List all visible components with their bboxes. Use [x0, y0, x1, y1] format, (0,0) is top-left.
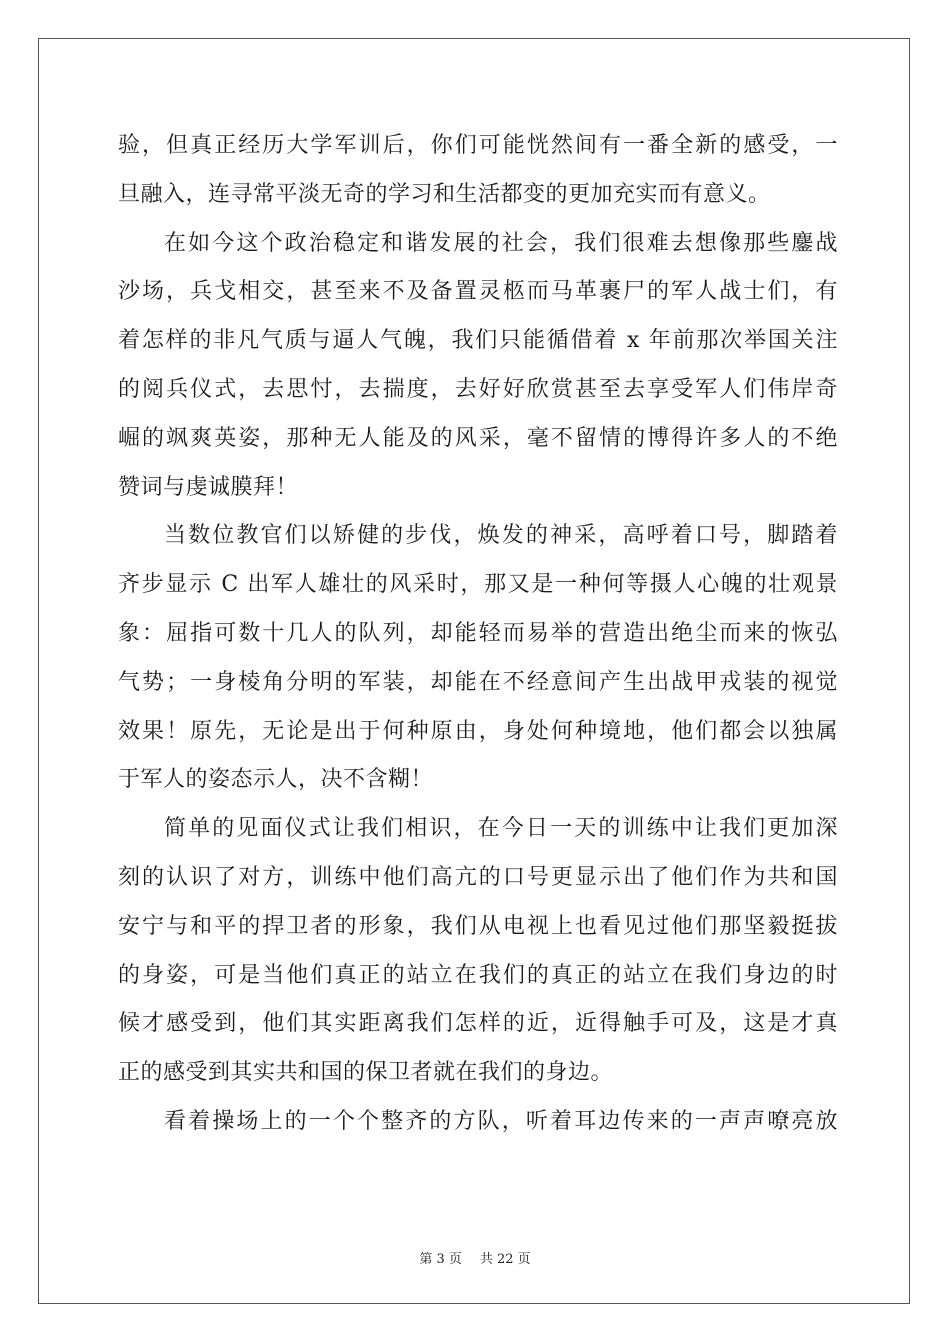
text-line: 简单的见面仪式让我们相识，在今日一天的训练中让我们更加深 — [164, 816, 838, 842]
text-line: 着怎样的非凡气质与逼人气魄，我们只能循借着 x 年前那次举国关注 — [118, 328, 838, 354]
text-line: 在如今这个政治稳定和谐发展的社会，我们很难去想像那些鏖战 — [164, 230, 838, 256]
text-line: 当数位教官们以矫健的步伐，焕发的神采，高呼着口号，脚踏着 — [164, 523, 838, 549]
text-line: 于军人的姿态示人，决不含糊！ — [118, 767, 434, 793]
text-line: 刻的认识了对方，训练中他们高亢的口号更显示出了他们作为共和国 — [118, 864, 838, 890]
text-line: 的阅兵仪式，去思忖，去揣度，去好好欣赏甚至去享受军人们伟岸奇 — [118, 376, 838, 402]
text-line: 看着操场上的一个个整齐的方队，听着耳边传来的一声声嘹亮放 — [164, 1108, 838, 1134]
text-line: 气势；一身棱角分明的军装，却能在不经意间产生出战甲戎装的视觉 — [118, 669, 838, 695]
page-total: 共 22 页 — [479, 1252, 531, 1267]
text-line: 沙场，兵戈相交，甚至来不及备置灵柩而马革裹尸的军人战士们，有 — [118, 279, 838, 305]
text-line: 象：屈指可数十几人的队列，却能轻而易举的营造出绝尘而来的恢弘 — [118, 620, 838, 646]
text-line: 齐步显示 C 出军人雄壮的风采时，那又是一种何等摄人心魄的壮观景 — [118, 572, 838, 598]
text-line: 旦融入，连寻常平淡无奇的学习和生活都变的更加充实而有意义。 — [118, 181, 771, 207]
page-number: 第 3 页 — [419, 1252, 462, 1267]
text-line: 赞词与虔诚膜拜！ — [118, 474, 299, 500]
text-line: 崛的飒爽英姿，那种无人能及的风采，毫不留情的博得许多人的不绝 — [118, 425, 838, 451]
text-line: 安宁与和平的捍卫者的形象，我们从电视上也看见过他们那坚毅挺拔 — [118, 913, 838, 939]
page-footer — [0, 1248, 950, 1267]
text-line: 的身姿，可是当他们真正的站立在我们的真正的站立在我们身边的时 — [118, 962, 838, 988]
text-line: 候才感受到，他们其实距离我们怎样的近，近得触手可及，这是才真 — [118, 1011, 838, 1037]
text-line: 正的感受到其实共和国的保卫者就在我们的身边。 — [118, 1060, 614, 1086]
document-body — [118, 122, 838, 1147]
text-line: 效果！原先，无论是出于何种原由，身处何种境地，他们都会以独属 — [118, 718, 838, 744]
text-line: 验，但真正经历大学军训后，你们可能恍然间有一番全新的感受，一 — [118, 133, 838, 158]
